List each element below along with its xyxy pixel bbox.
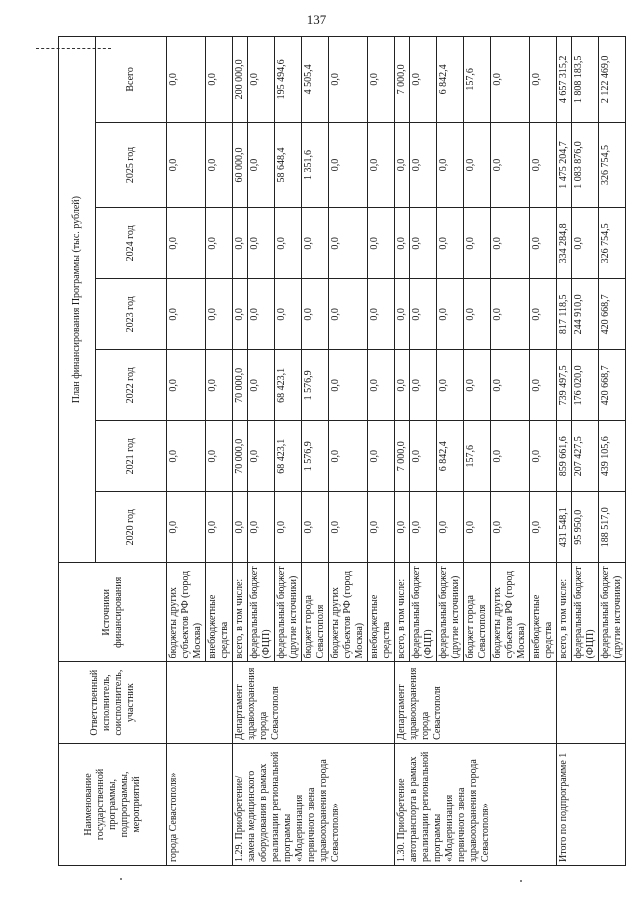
value-cell: 0,0 (206, 492, 233, 563)
row-source: бюджет города Севастополя (464, 563, 491, 662)
value-cell: 0,0 (530, 279, 557, 350)
value-cell: 6 842,4 (437, 37, 464, 123)
value-cell: 859 661,6 (557, 421, 572, 492)
header-plan: План финансирования Программы (тыс. рублей) (59, 37, 96, 563)
header-year: 2024 год (96, 208, 167, 279)
value-cell: 0,0 (410, 350, 437, 421)
value-cell: 431 548,1 (557, 492, 572, 563)
row-responsible: Департамент здравоохранения города Севастополя (395, 662, 557, 743)
value-cell: 0,0 (368, 350, 395, 421)
row-name: города Севастополя» (167, 743, 233, 865)
value-cell: 0,0 (410, 492, 437, 563)
row-source: федеральный бюджет (ФЦП) (248, 563, 275, 662)
value-cell: 0,0 (167, 37, 206, 123)
value-cell: 0,0 (464, 122, 491, 208)
header-year: 2021 год (96, 421, 167, 492)
value-cell: 0,0 (410, 208, 437, 279)
financing-table (58, 36, 626, 866)
value-cell: 0,0 (491, 122, 530, 208)
value-cell: 326 754,5 (599, 122, 626, 208)
value-cell: 0,0 (491, 37, 530, 123)
value-cell: 0,0 (491, 492, 530, 563)
value-cell: 200 000,0 (233, 37, 248, 123)
value-cell: 0,0 (233, 279, 248, 350)
value-cell: 0,0 (491, 421, 530, 492)
value-cell: 0,0 (368, 208, 395, 279)
table-row (233, 37, 248, 866)
value-cell: 439 105,6 (599, 421, 626, 492)
value-cell: 0,0 (206, 122, 233, 208)
row-name: Итого по подпрограмме 1 (557, 743, 626, 865)
value-cell: 0,0 (437, 279, 464, 350)
value-cell: 420 668,7 (599, 350, 626, 421)
value-cell: 207 427,5 (572, 421, 599, 492)
value-cell: 0,0 (410, 279, 437, 350)
row-name: 1.30. Приобретение автотранспорта в рамках реализации региональной программы «Модернизация первичного звена здравоохранения города Севастополя» (395, 743, 557, 865)
value-cell: 244 910,0 (572, 279, 599, 350)
value-cell: 60 000,0 (233, 122, 248, 208)
value-cell: 0,0 (233, 208, 248, 279)
value-cell: 0,0 (206, 208, 233, 279)
value-cell: 157,6 (464, 421, 491, 492)
value-cell: 0,0 (206, 279, 233, 350)
value-cell: 0,0 (464, 279, 491, 350)
value-cell: 0,0 (530, 37, 557, 123)
row-source: федеральный бюджет (ФЦП) (410, 563, 437, 662)
row-responsible: Департамент здравоохранения города Севастополя (233, 662, 395, 743)
value-cell: 0,0 (410, 122, 437, 208)
value-cell: 4 657 315,2 (557, 37, 572, 123)
value-cell: 0,0 (329, 122, 368, 208)
row-source: федеральный бюджет (другие источники) (275, 563, 302, 662)
value-cell: 0,0 (530, 492, 557, 563)
value-cell: 0,0 (368, 421, 395, 492)
header-name: Наименование государственной программы, подпрограммы, мероприятий (59, 743, 167, 865)
table-row (557, 37, 572, 866)
value-cell: 0,0 (167, 279, 206, 350)
rotated-table-container (58, 36, 623, 866)
value-cell: 0,0 (491, 279, 530, 350)
row-source: бюджеты других субъектов РФ (город Москва) (329, 563, 368, 662)
value-cell: 0,0 (530, 421, 557, 492)
value-cell: 1 351,6 (302, 122, 329, 208)
value-cell: 1 808 183,5 (572, 37, 599, 123)
value-cell: 0,0 (248, 421, 275, 492)
value-cell: 0,0 (248, 37, 275, 123)
value-cell: 188 517,0 (599, 492, 626, 563)
value-cell: 0,0 (437, 492, 464, 563)
row-source: внебюджетные средства (530, 563, 557, 662)
row-responsible (557, 662, 626, 743)
row-source: бюджеты других субъектов РФ (город Москва) (167, 563, 206, 662)
value-cell: 0,0 (437, 208, 464, 279)
value-cell: 0,0 (248, 492, 275, 563)
value-cell: 0,0 (329, 492, 368, 563)
table-row (167, 37, 206, 866)
value-cell: 7 000,0 (395, 421, 410, 492)
value-cell: 0,0 (329, 208, 368, 279)
value-cell: 68 423,1 (275, 350, 302, 421)
value-cell: 0,0 (368, 279, 395, 350)
row-source: федеральный бюджет (ФЦП) (572, 563, 599, 662)
row-source: всего, в том числе: (395, 563, 410, 662)
header-year: 2022 год (96, 350, 167, 421)
value-cell: 195 494,6 (275, 37, 302, 123)
value-cell: 0,0 (530, 350, 557, 421)
value-cell: 0,0 (368, 122, 395, 208)
row-source: бюджет города Севастополя (302, 563, 329, 662)
header-year: 2025 год (96, 122, 167, 208)
header-year: Всего (96, 37, 167, 123)
value-cell: 0,0 (248, 279, 275, 350)
value-cell: 0,0 (437, 122, 464, 208)
value-cell: 0,0 (302, 279, 329, 350)
value-cell: 0,0 (248, 122, 275, 208)
value-cell: 0,0 (464, 208, 491, 279)
value-cell: 176 020,0 (572, 350, 599, 421)
value-cell: 0,0 (302, 208, 329, 279)
value-cell: 2 122 469,0 (599, 37, 626, 123)
value-cell: 0,0 (368, 492, 395, 563)
value-cell: 157,6 (464, 37, 491, 123)
value-cell: 1 475 204,7 (557, 122, 572, 208)
value-cell: 70 000,0 (233, 421, 248, 492)
value-cell: 1 576,9 (302, 421, 329, 492)
value-cell: 420 668,7 (599, 279, 626, 350)
value-cell: 70 000,0 (233, 350, 248, 421)
header-responsible: Ответственный исполнитель, соисполнитель, участник (59, 662, 167, 743)
header-sources: Источники финансирования (59, 563, 167, 662)
value-cell: 58 648,4 (275, 122, 302, 208)
value-cell: 0,0 (329, 37, 368, 123)
value-cell: 326 754,5 (599, 208, 626, 279)
row-name: 1.29. Приобретение/замена медицинского оборудования в рамках реализации региональной программы «Модернизация первичного звена здравоохранения города Севастополя» (233, 743, 395, 865)
value-cell: 4 505,4 (302, 37, 329, 123)
scan-artifact-dot (520, 880, 522, 882)
value-cell: 0,0 (395, 492, 410, 563)
value-cell: 0,0 (464, 492, 491, 563)
value-cell: 0,0 (206, 350, 233, 421)
value-cell: 0,0 (530, 208, 557, 279)
value-cell: 334 284,8 (557, 208, 572, 279)
value-cell: 0,0 (275, 208, 302, 279)
value-cell: 0,0 (530, 122, 557, 208)
value-cell: 95 950,0 (572, 492, 599, 563)
row-source: внебюджетные средства (206, 563, 233, 662)
row-source: всего, в том числе: (233, 563, 248, 662)
table-row (395, 37, 410, 866)
value-cell: 0,0 (233, 492, 248, 563)
value-cell: 6 842,4 (437, 421, 464, 492)
scan-artifact-dot (120, 878, 122, 880)
row-source: внебюджетные средства (368, 563, 395, 662)
row-source: федеральный бюджет (другие источники) (599, 563, 626, 662)
value-cell: 1 083 876,0 (572, 122, 599, 208)
value-cell: 0,0 (167, 208, 206, 279)
value-cell: 0,0 (329, 350, 368, 421)
header-year: 2020 год (96, 492, 167, 563)
value-cell: 0,0 (395, 208, 410, 279)
value-cell: 0,0 (395, 122, 410, 208)
value-cell: 0,0 (395, 350, 410, 421)
value-cell: 0,0 (437, 350, 464, 421)
value-cell: 0,0 (329, 279, 368, 350)
value-cell: 1 576,9 (302, 350, 329, 421)
value-cell: 0,0 (275, 279, 302, 350)
value-cell: 0,0 (491, 208, 530, 279)
value-cell: 0,0 (206, 37, 233, 123)
value-cell: 0,0 (410, 37, 437, 123)
row-source: федеральный бюджет (другие источники) (437, 563, 464, 662)
value-cell: 0,0 (167, 421, 206, 492)
value-cell: 0,0 (491, 350, 530, 421)
value-cell: 68 423,1 (275, 421, 302, 492)
page-number: 137 (306, 12, 327, 27)
row-responsible (167, 662, 233, 743)
value-cell: 0,0 (248, 208, 275, 279)
value-cell: 817 118,5 (557, 279, 572, 350)
value-cell: 0,0 (167, 350, 206, 421)
value-cell: 0,0 (410, 421, 437, 492)
row-source: всего, в том числе: (557, 563, 572, 662)
row-source: бюджеты других субъектов РФ (город Москва) (491, 563, 530, 662)
value-cell: 0,0 (329, 421, 368, 492)
value-cell: 739 497,5 (557, 350, 572, 421)
value-cell: 0,0 (368, 37, 395, 123)
value-cell: 0,0 (167, 122, 206, 208)
value-cell: 7 000,0 (395, 37, 410, 123)
value-cell: 0,0 (395, 279, 410, 350)
value-cell: 0,0 (302, 492, 329, 563)
value-cell: 0,0 (275, 492, 302, 563)
value-cell: 0,0 (167, 492, 206, 563)
value-cell: 0,0 (248, 350, 275, 421)
value-cell: 0,0 (572, 208, 599, 279)
header-year: 2023 год (96, 279, 167, 350)
value-cell: 0,0 (206, 421, 233, 492)
value-cell: 0,0 (464, 350, 491, 421)
